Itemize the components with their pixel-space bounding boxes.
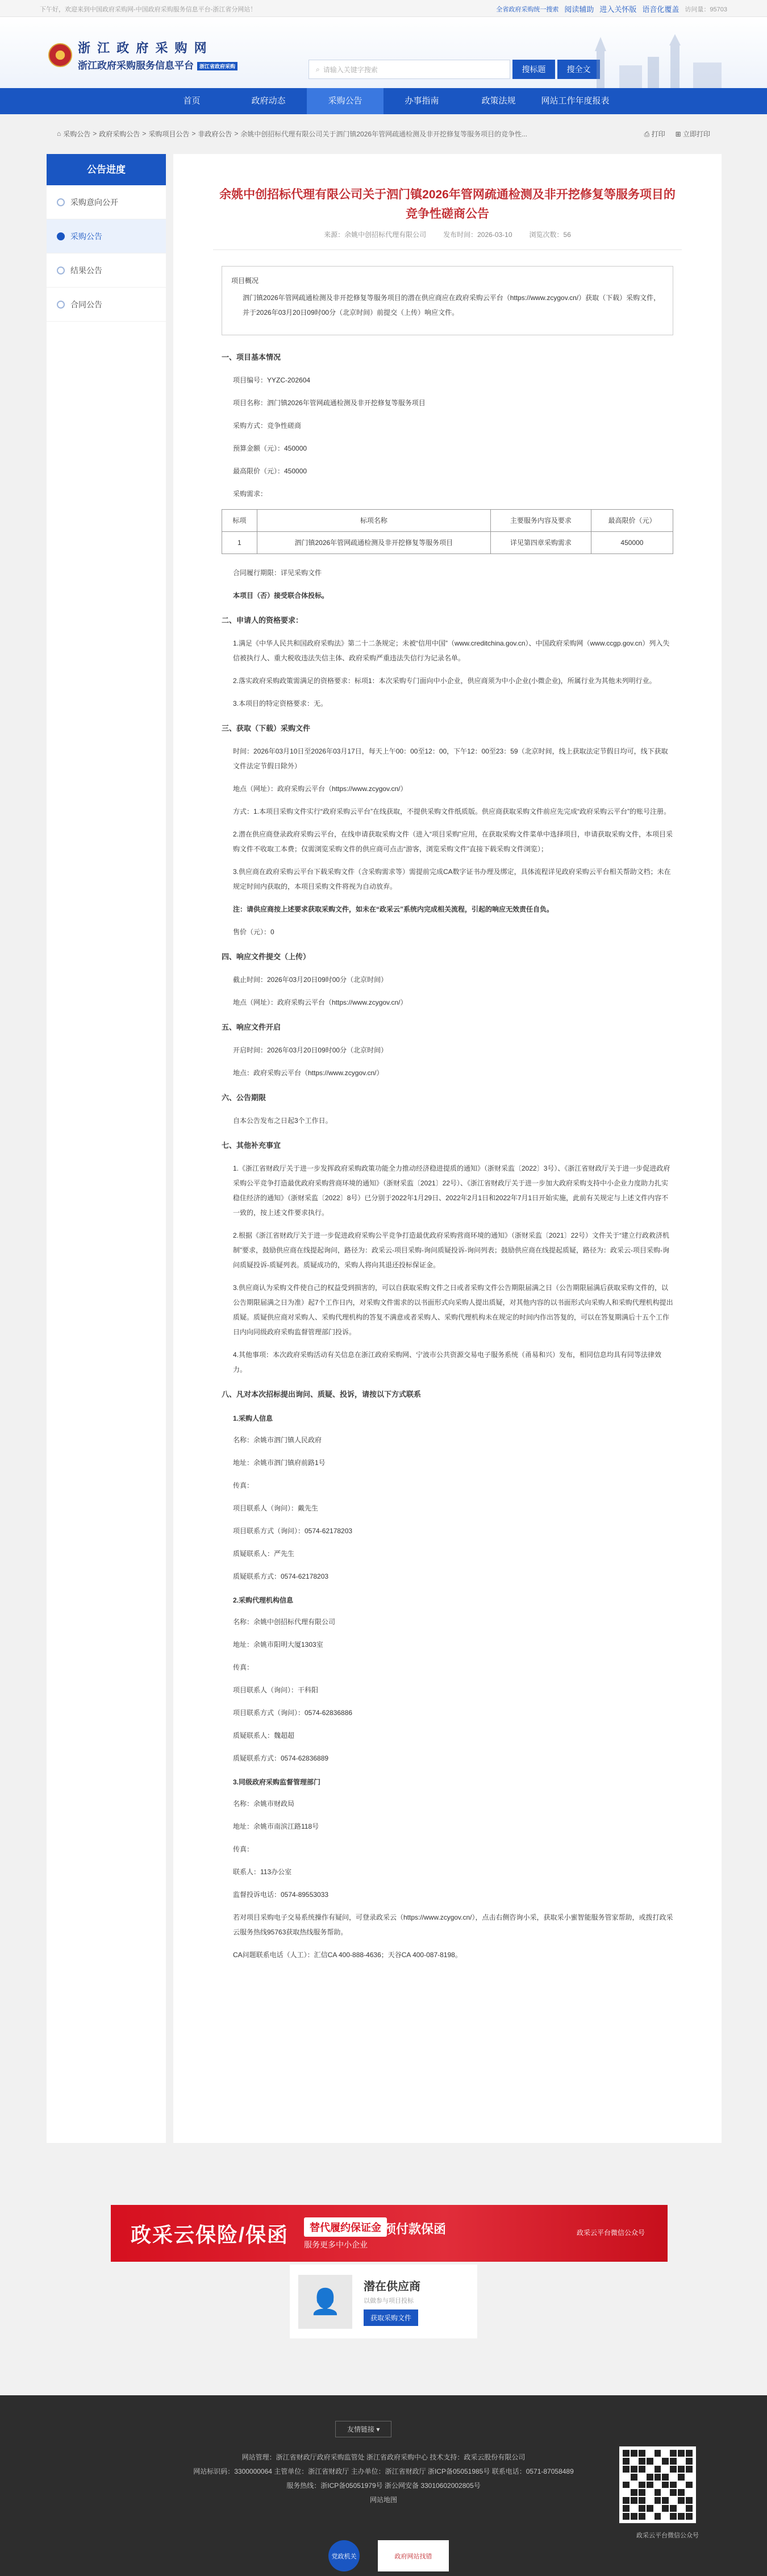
- purchaser-heading: 1.采购人信息: [233, 1414, 273, 1422]
- purchaser-contact: 项目联系人（询问）：戴先生: [233, 1504, 319, 1512]
- supplier-desc: 以做参与项目投标: [364, 2298, 414, 2304]
- table-header: 标项名称: [257, 510, 490, 532]
- agency-fax: 传真：: [233, 1663, 254, 1671]
- sidebar-item-result[interactable]: 结果公告: [47, 253, 166, 288]
- banner-right: 政采云平台微信公众号: [576, 2229, 645, 2237]
- other-2: 2.根据《浙江省财政厅关于进一步促进政府采购公平竞争打造最优政府采购营商环境的通知》（浙财采监〔2021〕22号）文件关于“建立行政救济机制”要求，鼓励供应商在线提起询问，路径为：政采云-项目采购-询问质疑投诉-询问列表；鼓励供应商在线提起质疑，路径为：政采云-项目采购-询问质疑投诉-质疑列表。质疑成功的，采购人将向其退还投标保证金。: [233, 1231, 670, 1269]
- sidebar-item-contract[interactable]: 合同公告: [47, 288, 166, 322]
- project-code: 项目编号：YYZC-202604: [233, 376, 311, 384]
- footer-line-2: 网站标识码：3300000064 主管单位：浙江省财政厅 主办单位：浙江省财政厅 浙ICP备05051985号 联系电话：0571-87058489: [193, 2467, 574, 2475]
- banner-title: 政采云保险/保函: [131, 2223, 289, 2246]
- procurement-method: 采购方式：竞争性磋商: [233, 422, 302, 430]
- section-2: 二、申请人的资格要求：: [222, 616, 303, 625]
- search-title-button[interactable]: 搜标题: [512, 60, 555, 79]
- max-price: 最高限价（元）：450000: [233, 467, 307, 475]
- agency-phone: 项目联系方式（询问）：0574-62836886: [233, 1709, 353, 1717]
- voice-link[interactable]: 语音化覆盖: [642, 5, 680, 14]
- purchaser-phone: 项目联系方式（询问）：0574-62178203: [233, 1527, 353, 1535]
- site-subtitle: 浙江政府采购服务信息平台 浙江省政府采购: [78, 57, 237, 72]
- crumb-2[interactable]: 政府采购公告: [99, 130, 140, 138]
- section-4: 四、响应文件提交（上传）: [222, 952, 311, 961]
- agency-address: 地址：余姚市阳明大厦1303室: [233, 1641, 323, 1649]
- purchaser-name: 名称：余姚市泗门镇人民政府: [233, 1436, 322, 1444]
- main-nav: [0, 88, 767, 114]
- supervisor-heading: 3.同级政府采购监督管理部门: [233, 1778, 321, 1786]
- project-name: 项目名称：泗门镇2026年管网疏通检测及非开挖修复等服务项目: [233, 399, 426, 407]
- supplier-title: 潜在供应商: [364, 2280, 420, 2293]
- sidebar-item-intent[interactable]: 采购意向公开: [47, 185, 166, 219]
- care-mode-link[interactable]: 进入关怀版: [599, 5, 637, 14]
- acquire-place: 地点（网址）：政府采购云平台（https://www.zcygov.cn/）: [233, 785, 407, 793]
- warning-note: 注：请供应商按上述要求获取采购文件，如未在“政采云”系统内完成相关流程，引起的响应无效责任自负。: [233, 905, 554, 913]
- crumb-1[interactable]: 采购公告: [63, 130, 91, 138]
- breadcrumb: ⌂ 采购公告 > 政府采购公告 > 采购项目公告 > 非政府公告 > 余姚中创招标代理有限公司关于泗门镇2026年管网疏通检测及非开挖修复等服务项目的竞争性... ⎙ 打印 ⊞ 立即打印: [57, 130, 710, 138]
- overview-text: 泗门镇2026年管网疏通检测及非开挖修复等服务项目的潜在供应商应在政府采购云平台（https://www.zcygov.cn/）获取（下载）采购文件，并于2026年03月20日09时00分（北京时间）前提交（上传）响应文件。: [243, 294, 661, 317]
- article: [173, 154, 722, 2143]
- document-price: 售价（元）：0: [233, 928, 274, 936]
- section-6: 六、公告期限: [222, 1093, 266, 1102]
- agency-name: 名称：余姚中创招标代理有限公司: [233, 1618, 336, 1626]
- qualification-2: 2.落实政府采购政策需满足的资格要求：标项1：本次采购专门面向中小企业，供应商须为中小企业(小微企业)，所属行业为其他未列明行业。: [233, 677, 656, 685]
- help-tip: 若对项目采购电子交易系统操作有疑问，可登录政采云（https://www.zcygov.cn/），点击右侧咨询小采，获取采小蜜智能服务管家帮助，或拨打政采云服务热线95763获取热线服务帮助。: [233, 1913, 673, 1936]
- notice-period: 自本公告发布之日起3个工作日。: [233, 1117, 332, 1125]
- table-cell: 泗门镇2026年管网疏通检测及非开挖修复等服务项目: [257, 532, 490, 554]
- supervisor-phone: 监督投诉电话：0574-89553033: [233, 1891, 329, 1899]
- topbar: [0, 0, 767, 17]
- purchaser-complaint-phone: 质疑联系方式：0574-62178203: [233, 1572, 329, 1580]
- section-1: 一、项目基本情况: [222, 353, 281, 361]
- other-3: 3.供应商认为采购文件使自己的权益受到损害的，可以自获取采购文件之日或者采购文件公告期限届满之日（公告期限届满后获取采购文件的，以公告期限届满之日为准）起7个工作日内，对采购文件需求的以书面形式向采购人提出质疑，对其他内容的以书面形式向采购人和采购代理机构提出质疑。质疑供应商对采购人、采购代理机构的答复不满意或者采购人、采购代理机构未在规定的时间内作出答复的，可以在答复期满后十五个工作日内向同级政府采购监督管理部门投诉。: [233, 1284, 673, 1336]
- party-gov-badge-icon[interactable]: 党政机关: [328, 2540, 360, 2571]
- table-row: [222, 532, 673, 554]
- supplier-avatar-icon: 👤: [298, 2275, 352, 2329]
- table-cell: 详见第四章采购需求: [490, 532, 591, 554]
- supervisor-fax: 传真：: [233, 1845, 254, 1853]
- table-cell: 1: [222, 532, 257, 554]
- agency-heading: 2.采购代理机构信息: [233, 1596, 294, 1604]
- overview-box: [222, 266, 673, 335]
- article-date: 发布时间：2026-03-10: [443, 231, 512, 239]
- site-tag: 浙江省政府采购: [197, 62, 237, 70]
- article-meta: [173, 230, 722, 239]
- acquire-way-2: 2.潜在供应商登录政府采购云平台，在线申请获取采购文件（进入“项目采购”应用，在获取采购文件菜单中选择项目，申请获取采购文件，本项目采购文件不收取工本费；仅需浏览采购文件的供应商可点击“游客，浏览采购文件”直接下载采购文件浏览）；: [233, 830, 673, 853]
- acquire-way-3: 3.供应商在政府采购云平台下载采购文件（含采购需求等）需提前完成CA数字证书办理及绑定，具体流程详见政府采购云平台相关帮助文档；未在规定时间内获取的，本项目采购文件将视为自动放弃。: [233, 868, 671, 890]
- nav-policy[interactable]: 政策法规: [481, 96, 516, 106]
- acquire-way: 方式：1.本项目采购文件实行“政府采购云平台”在线获取，不提供采购文件纸质版。供应商获取采购文件前应先完成“政府采购云平台”的账号注册。: [233, 808, 670, 815]
- site-logo[interactable]: [48, 39, 237, 72]
- search-fulltext-button[interactable]: 搜全文: [557, 60, 600, 79]
- submit-deadline: 截止时间：2026年03月20日09时00分（北京时间）: [233, 976, 388, 984]
- insurance-banner[interactable]: [111, 2205, 668, 2262]
- supervisor-address: 地址：余姚市南滨江路118号: [233, 1822, 319, 1830]
- unified-search-link[interactable]: 全省政府采购统一搜索: [496, 6, 559, 13]
- home-icon[interactable]: ⌂: [57, 130, 61, 138]
- footer-sitemap[interactable]: 网站地图: [369, 2496, 397, 2504]
- overview-title: 项目概况: [231, 277, 259, 285]
- friend-links-button[interactable]: 友情链接 ▾: [335, 2421, 391, 2437]
- table-header: 最高限价（元）: [591, 510, 673, 532]
- visit-count: 访问量：95703: [685, 6, 727, 13]
- nav-announcements[interactable]: 采购公告: [307, 88, 384, 114]
- requirements-label: 采购需求：: [233, 490, 268, 498]
- other-4: 4.其他事项：本次政府采购活动有关信息在浙江政府采购网、宁波市公共资源交易电子服务系统（甬易和兴）发布，相同信息均具有同等法律效力。: [233, 1351, 662, 1374]
- banner-tag: 预付款保函: [384, 2222, 447, 2236]
- supervisor-contact: 联系人：113办公室: [233, 1868, 292, 1876]
- qr-label: 政采云平台微信公众号: [636, 2532, 699, 2539]
- section-5: 五、响应文件开启: [222, 1023, 281, 1031]
- article-views: 浏览次数：56: [529, 231, 571, 239]
- article-body: [173, 250, 722, 1962]
- purchaser-complaint-contact: 质疑联系人：严先生: [233, 1550, 295, 1558]
- qualification-1: 1.满足《中华人民共和国政府采购法》第二十二条规定；未被“信用中国”（www.creditchina.gov.cn）、中国政府采购网（www.ccgp.gov.cn）列入失信被执行人、重大税收违法失信主体、政府采购严重违法失信行为记录名单。: [233, 639, 670, 662]
- skyline-decoration: [585, 34, 733, 88]
- footer-line-1: 网站管理：浙江省财政厅政府采购监管处 浙江省政府采购中心 技术支持：政采云股份有限公司: [241, 2453, 526, 2461]
- quick-print-button[interactable]: ⊞ 立即打印: [675, 130, 710, 138]
- section-7: 七、其他补充事宜: [222, 1141, 281, 1150]
- contract-period: 合同履行期限：详见采购文件: [233, 569, 322, 577]
- budget: 预算金额（元）：450000: [233, 444, 307, 452]
- search-bar: [309, 60, 600, 79]
- search-icon: ⌕: [316, 65, 320, 73]
- open-time: 开启时间：2026年03月20日09时00分（北京时间）: [233, 1046, 388, 1054]
- header: [0, 17, 767, 88]
- nav-home[interactable]: 首页: [183, 96, 201, 106]
- footer: [0, 2395, 767, 2576]
- national-emblem-icon: [48, 43, 72, 67]
- ca-contact: CA问题联系电话（人工）：汇信CA 400-888-4636；天谷CA 400-087-8198。: [233, 1951, 462, 1959]
- footer-line-3: 服务热线：浙ICP备05051979号 浙公网安备 33010602002805号: [286, 2482, 481, 2490]
- supplier-card: [290, 2265, 477, 2338]
- consortium-note: 本项目（否）接受联合体投标。: [233, 592, 329, 600]
- open-place: 地点：政府采购云平台（https://www.zcygov.cn/）: [233, 1069, 384, 1077]
- step-dot-icon: [57, 198, 65, 206]
- sidebar-item-announcement[interactable]: 采购公告: [47, 219, 166, 253]
- print-button[interactable]: ⎙ 打印: [644, 130, 665, 138]
- site-title: 浙 江 政 府 采 购 网: [78, 41, 209, 55]
- qr-code-icon: [619, 2446, 696, 2523]
- article-source: 来源：余姚中创招标代理有限公司: [324, 231, 427, 239]
- acquire-time: 时间：2026年03月10日至2026年03月17日，每天上午00：00至12：00，下午12：00至23：59（北京时间，线上获取法定节假日均可，线下获取文件法定节假日除外）: [233, 747, 668, 770]
- topbar-links: [496, 3, 727, 14]
- purchaser-address: 地址：余姚市泗门镇府前路1号: [233, 1459, 326, 1467]
- welcome-text: 下午好，欢迎来到中国政府采购网-中国政府采购服务信息平台-浙江省分网站！: [40, 6, 257, 13]
- banner-sub: 服务更多中小企业: [304, 2240, 368, 2249]
- other-1: 1.《浙江省财政厅关于进一步发挥政府采购政策功能全力推动经济稳进提质的通知》（浙财采监〔2022〕3号）、《浙江省财政厅关于进一步促进政府采购公平竞争打造最优政府采购营商环境的通知》（浙财采监〔2021〕22号）、《浙江省财政厅关于进一步加大政府采购支持中小企业力度助力扎实稳住经济的通知》（浙财采监〔2022〕8号）已分别于2022年1月29日、2022年2月1日和2022年7月1日开始实施，此前有关规定与上述文件内容不一致的，按上述文件要求执行。: [233, 1164, 670, 1217]
- agency-contact: 项目联系人（询问）：干科阳: [233, 1686, 319, 1694]
- agency-complaint-contact: 质疑联系人：魏超超: [233, 1732, 295, 1739]
- crumb-3[interactable]: 采购项目公告: [148, 130, 190, 138]
- submit-place: 地点（网址）：政府采购云平台（https://www.zcygov.cn/）: [233, 998, 407, 1006]
- get-document-button[interactable]: 获取采购文件: [364, 2309, 418, 2326]
- nav-news[interactable]: 政府动态: [251, 96, 286, 106]
- purchaser-fax: 传真：: [233, 1481, 254, 1489]
- nav-guide[interactable]: 办事指南: [405, 96, 439, 106]
- agency-complaint-phone: 质疑联系方式：0574-62836889: [233, 1754, 329, 1762]
- qualification-3: 3.本项目的特定资格要求：无。: [233, 700, 328, 708]
- table-cell: 450000: [591, 532, 673, 554]
- reading-aid-link[interactable]: 阅读辅助: [564, 5, 594, 14]
- step-dot-icon: [57, 232, 65, 240]
- crumb-actions: [644, 129, 710, 139]
- table-header-row: [222, 510, 673, 532]
- table-header: 标项: [222, 510, 257, 532]
- banner-pill: 替代履约保证金: [304, 2217, 387, 2237]
- section-8: 八、凡对本次招标提出询问、质疑、投诉，请按以下方式联系: [222, 1390, 422, 1399]
- table-header: 主要服务内容及要求: [490, 510, 591, 532]
- report-error-badge[interactable]: 政府网站找错: [378, 2540, 449, 2571]
- crumb-4[interactable]: 非政府公告: [198, 130, 232, 138]
- crumb-current: 余姚中创招标代理有限公司关于泗门镇2026年管网疏通检测及非开挖修复等服务项目的竞争性...: [240, 130, 528, 138]
- sidebar: [47, 154, 166, 2143]
- section-3: 三、获取（下载）采购文件: [222, 724, 311, 733]
- nav-report[interactable]: 网站工作年度报表: [541, 96, 610, 106]
- sidebar-title: 公告进度: [47, 154, 166, 185]
- step-dot-icon: [57, 301, 65, 309]
- supervisor-name: 名称：余姚市财政局: [233, 1800, 295, 1808]
- step-dot-icon: [57, 267, 65, 274]
- article-title: 余姚中创招标代理有限公司关于泗门镇2026年管网疏通检测及非开挖修复等服务项目的竞争性磋商公告: [219, 188, 676, 220]
- search-input[interactable]: ⌕ 请输入关键字搜索: [309, 60, 510, 79]
- lot-table: [222, 509, 673, 554]
